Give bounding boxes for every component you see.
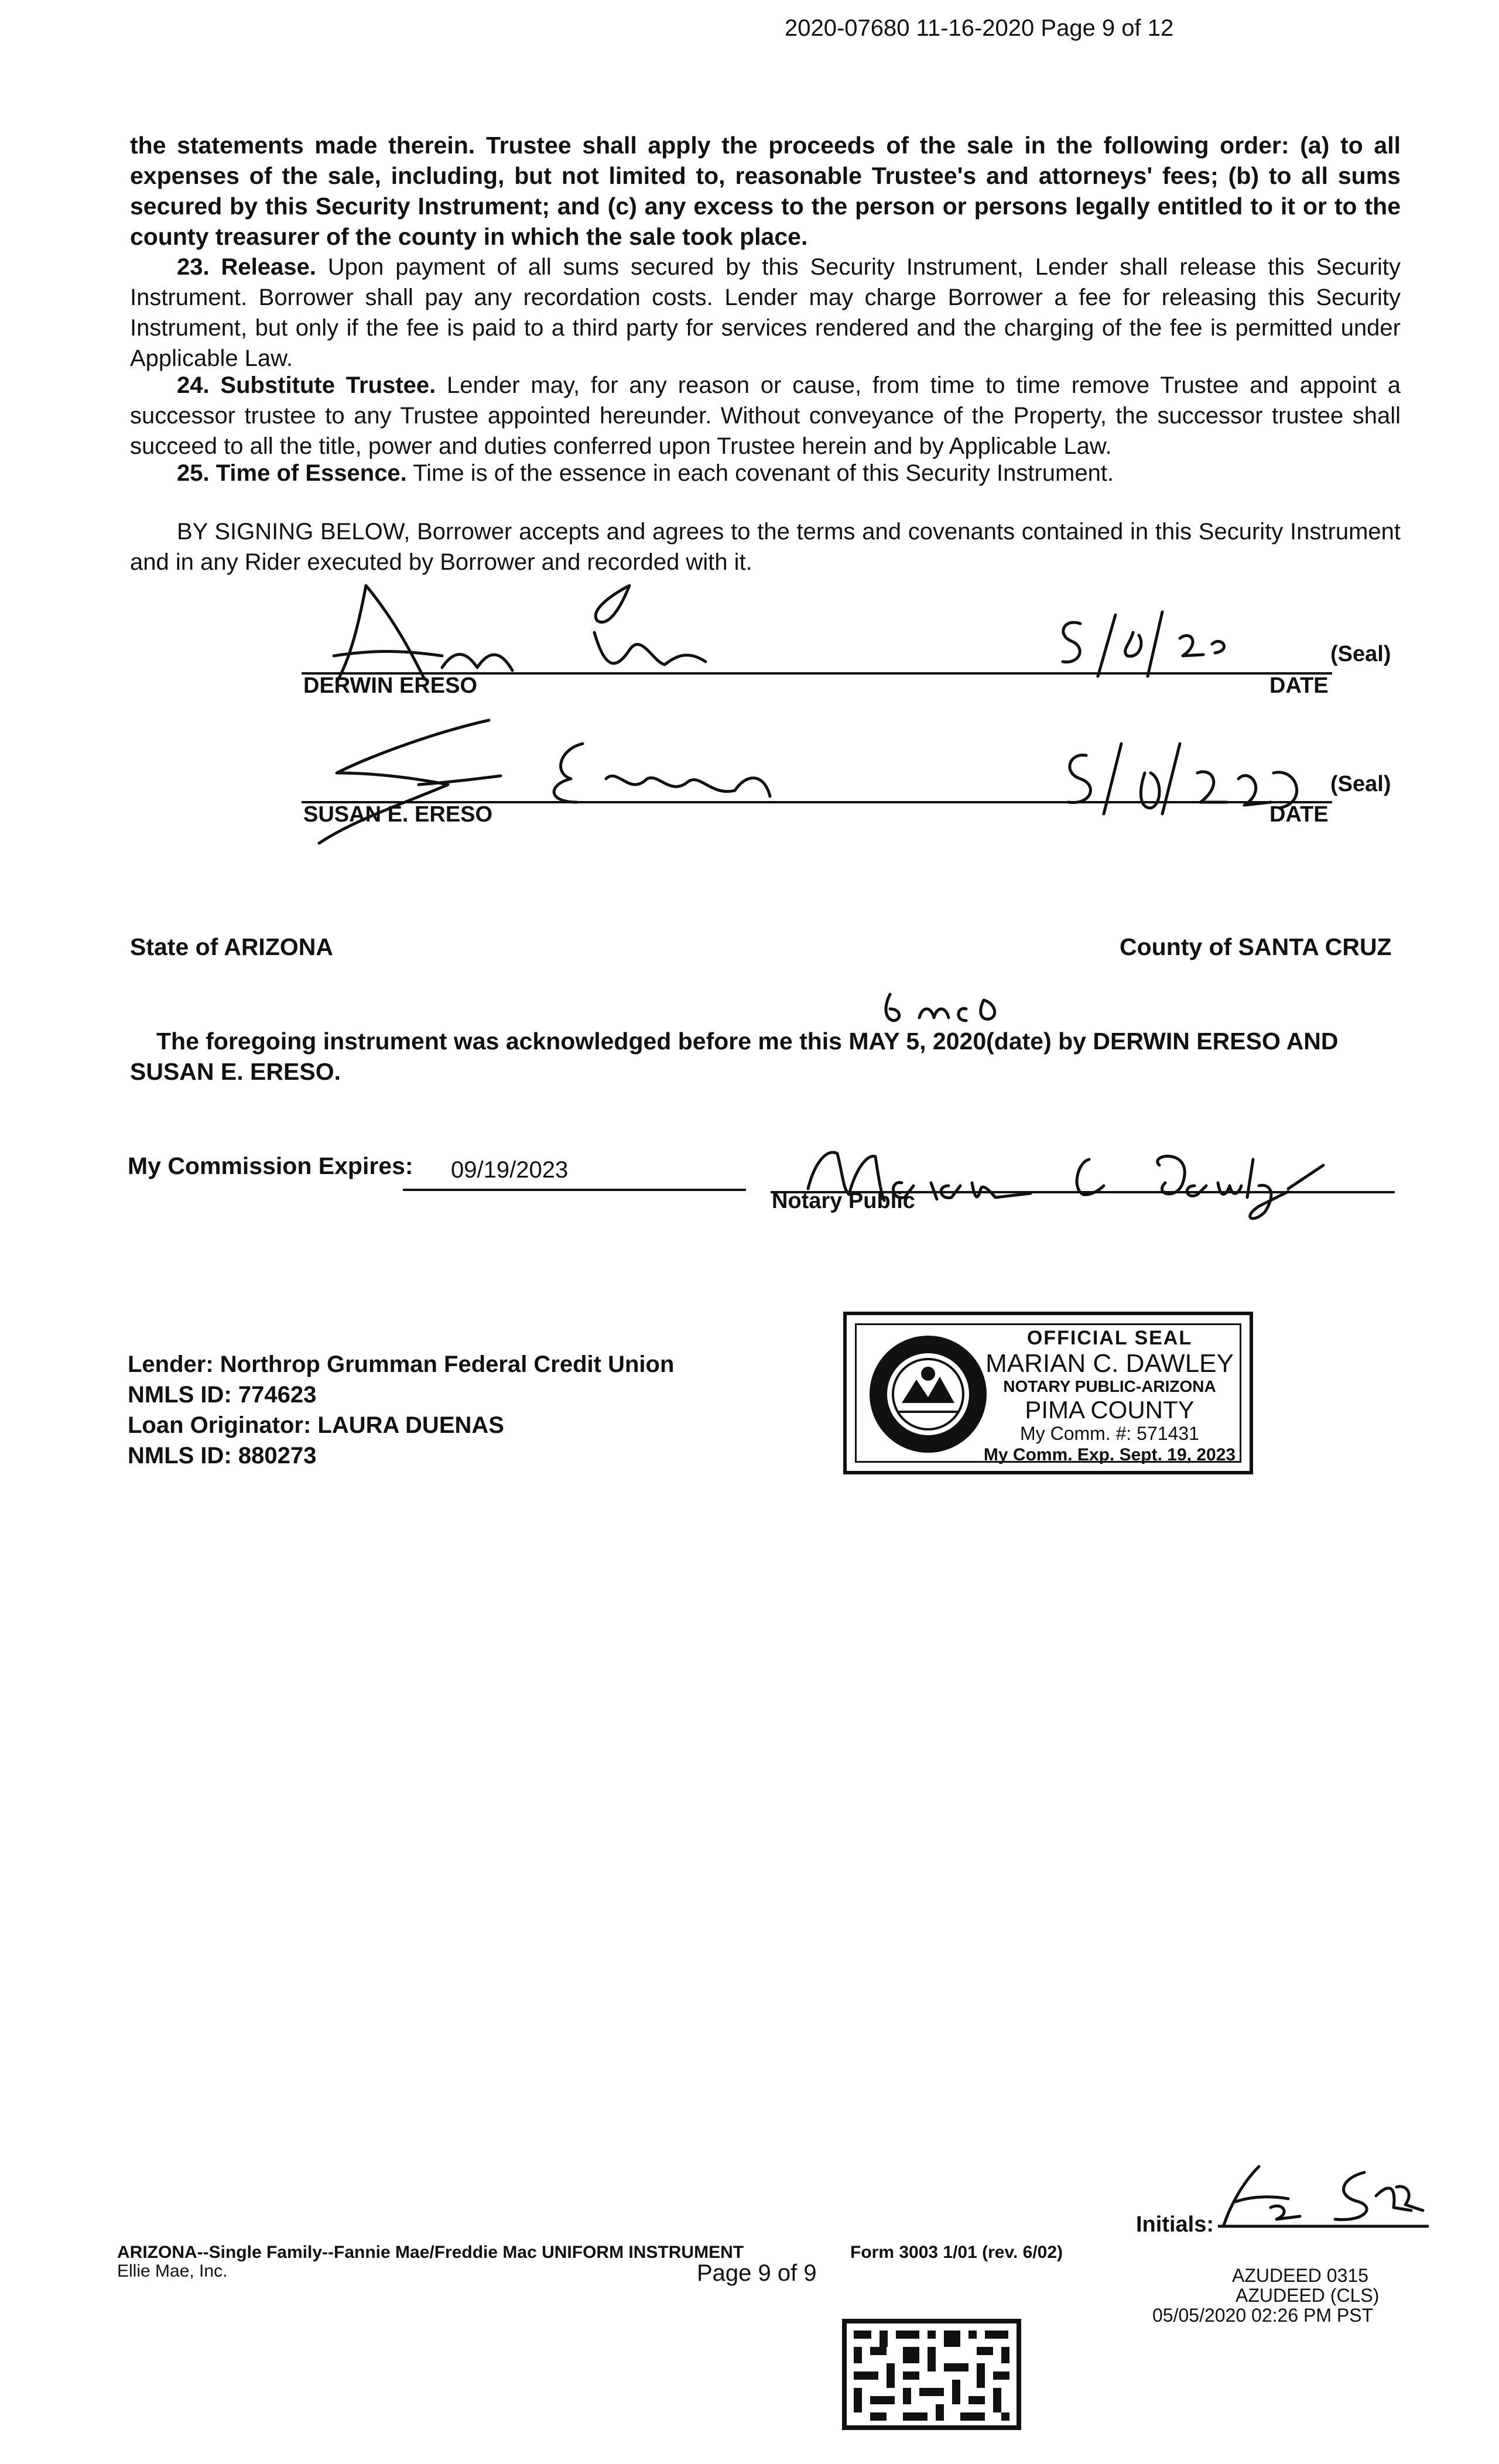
- borrower-name-susan: SUSAN E. ERESO: [303, 802, 493, 827]
- seal-county: PIMA COUNTY: [1025, 1396, 1195, 1423]
- signature-susan-handwriting: [302, 709, 1414, 849]
- footer-page-number: Page 9 of 9: [697, 2260, 817, 2286]
- notary-public-label: Notary Public: [772, 1189, 915, 1213]
- borrower-name-derwin: DERWIN ERESO: [303, 673, 478, 698]
- notary-public-signature: [773, 1130, 1358, 1230]
- borrower-initials-handwriting: [1218, 2161, 1429, 2231]
- handwritten-correction-mark: [878, 988, 1031, 1029]
- lender-info: [128, 1349, 674, 1471]
- date-label-derwin: DATE: [1269, 673, 1329, 698]
- intro-paragraph: the statements made therein. Trustee shall apply the proceeds of the sale in the following order: (a) to all expenses of the sale, including, but not limited to, reasonable Trustee's and attorneys' fees; (b) to all sums secured by this Security Instrument; and (c) any excess to the person or persons legally entitled to it or to the county treasurer of the county in which the sale took place.: [130, 132, 1401, 250]
- section-release: [130, 252, 1401, 374]
- section-time-of-essence: [130, 458, 1401, 488]
- date-label-susan: DATE: [1269, 802, 1329, 827]
- commission-expiration: 09/19/2023: [451, 1157, 569, 1183]
- seal-notary-name: MARIAN C. DAWLEY: [985, 1349, 1234, 1378]
- section-heading: 23. Release.: [177, 254, 316, 280]
- section-heading: 24. Substitute Trustee.: [177, 372, 436, 398]
- footer-code-2: AZUDEED (CLS): [1236, 2285, 1380, 2306]
- commission-label: My Commission Expires:: [128, 1152, 413, 1179]
- signing-statement: BY SIGNING BELOW, Borrower accepts and agrees to the terms and covenants contained in this Security Instrument and in any Rider executed by Borrower and recorded with it.: [130, 519, 1401, 575]
- commission-line: [403, 1189, 746, 1191]
- initials-label: Initials:: [1136, 2212, 1214, 2237]
- seal-title: OFFICIAL SEAL: [1026, 1327, 1193, 1349]
- footer-code-1: AZUDEED 0315: [1232, 2265, 1368, 2286]
- seal-label-susan: (Seal): [1330, 772, 1391, 796]
- notary-county: County of SANTA CRUZ: [1120, 933, 1392, 960]
- seal-commission-expiration: My Comm. Exp. Sept. 19, 2023: [983, 1445, 1236, 1464]
- section-text: Lender may, for any reason or cause, from time to time remove Trustee and appoint a successor trustee to any Trustee appointed hereunder. Without conveyance of the Property, the successor trustee shall succeed to all the title, power and duties conferred upon Trustee herein and by Applicable Law.: [130, 372, 1401, 459]
- barcode-icon: [842, 2319, 1021, 2430]
- lender-nmls: NMLS ID: 774623: [128, 1382, 317, 1408]
- seal-notary-state: NOTARY PUBLIC-ARIZONA: [1003, 1377, 1216, 1395]
- footer-company: Ellie Mae, Inc.: [117, 2261, 228, 2281]
- notary-state: State of ARIZONA: [130, 933, 333, 960]
- official-notary-seal: [843, 1312, 1253, 1474]
- footer-form-number: Form 3003 1/01 (rev. 6/02): [850, 2243, 1063, 2262]
- seal-commission-number: My Comm. #: 571431: [1020, 1423, 1199, 1444]
- section-substitute-trustee: [130, 370, 1401, 461]
- footer-timestamp: 05/05/2020 02:26 PM PST: [1152, 2305, 1374, 2326]
- loan-originator: Loan Originator: LAURA DUENAS: [128, 1412, 504, 1438]
- seal-label-derwin: (Seal): [1330, 642, 1391, 666]
- section-text: Upon payment of all sums secured by this Security Instrument, Lender shall release this Security Instrument. Borrower shall pay any recordation costs. Lender may charge Borrower a fee for releasing this Security Instrument, but only if the fee is paid to a third party for services rendered and the charging of the fee is permitted under Applicable Law.: [130, 254, 1401, 371]
- footer-form-title: ARIZONA--Single Family--Fannie Mae/Freddie Mac UNIFORM INSTRUMENT: [117, 2243, 744, 2262]
- recording-header: 2020-07680 11-16-2020 Page 9 of 12: [785, 15, 1174, 41]
- arizona-state-seal-icon: [867, 1333, 990, 1456]
- section-heading: 25. Time of Essence.: [177, 460, 407, 486]
- originator-nmls: NMLS ID: 880273: [128, 1443, 317, 1469]
- section-text: Time is of the essence in each covenant of this Security Instrument.: [406, 460, 1114, 486]
- notary-acknowledgment: The foregoing instrument was acknowledged before me this MAY 5, 2020(date) by DERWIN ERESO AND SUSAN E. ERESO.: [130, 1028, 1339, 1085]
- lender-name: Lender: Northrop Grumman Federal Credit Union: [128, 1351, 675, 1377]
